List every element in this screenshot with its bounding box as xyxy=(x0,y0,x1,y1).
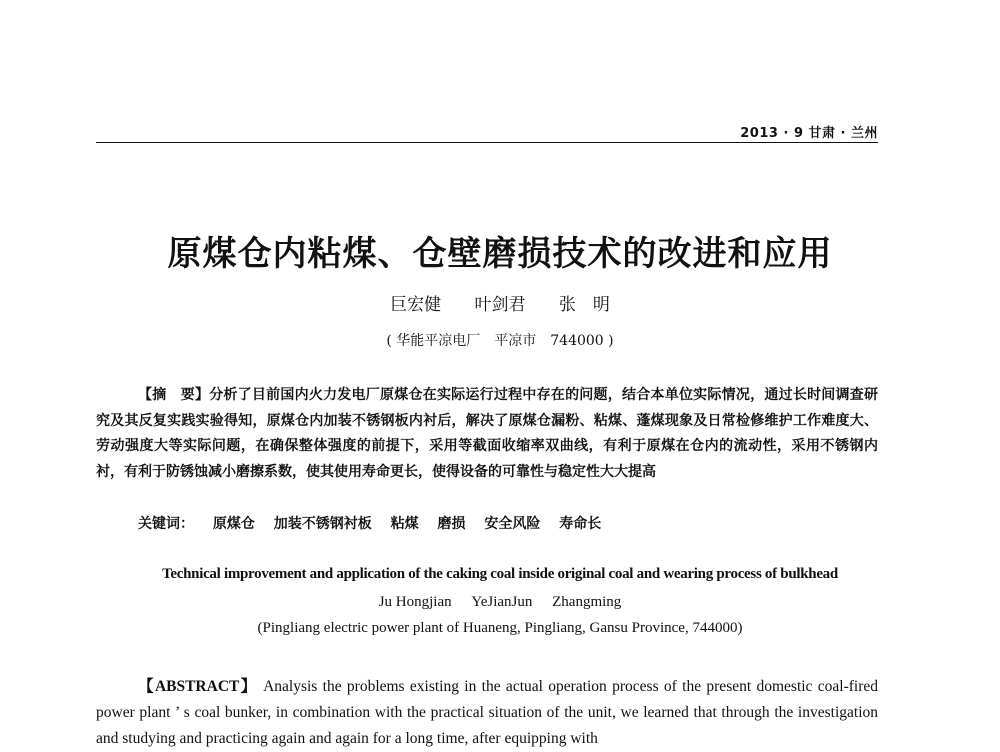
journal-info: 2013 · 9 甘肃 · 兰州 xyxy=(740,126,878,141)
keyword: 安全风险 xyxy=(484,516,541,532)
english-abstract-label: 【ABSTRACT】 xyxy=(138,678,258,695)
english-author: YeJianJun xyxy=(471,594,533,610)
author: 叶剑君 xyxy=(474,295,526,315)
english-title: Technical improvement and application of the caking coal inside original coal and wearing process of bulkhead xyxy=(162,566,838,582)
keywords xyxy=(138,513,615,533)
keyword: 粘煤 xyxy=(390,516,419,532)
keyword: 磨损 xyxy=(437,516,466,532)
english-affiliation: (Pingliang electric power plant of Huaneng, Pingliang, Gansu Province, 744000) xyxy=(257,620,743,636)
abstract-chinese xyxy=(96,383,878,485)
author: 张 明 xyxy=(558,295,610,315)
paper-title: 原煤仓内粘煤、仓壁磨损技术的改进和应用 xyxy=(167,234,833,274)
keywords-label: 关键词： xyxy=(138,516,194,532)
affiliation: ( 华能平凉电厂 平凉市 744000 ) xyxy=(386,333,614,349)
keyword: 原煤仓 xyxy=(212,516,255,532)
keyword: 加装不锈钢衬板 xyxy=(273,516,372,532)
english-author: Ju Hongjian xyxy=(378,594,452,610)
running-header xyxy=(96,118,878,144)
abstract-text: 分析了目前国内火力发电厂原煤仓在实际运行过程中存在的问题，结合本单位实际情况，通过长时间调查研究及其反复实践实验得知，原煤仓内加装不锈钢板内衬后，解决了原煤仓漏粉、粘煤、蓬煤现象及日常检修维护工作难度大、劳动强度大等实际问题，在确保整体强度的前提下，采用等截面收缩率双曲线，有利于原煤在仓内的流动性，采用不锈钢内衬，有利于防锈蚀减小磨擦系数，使其使用寿命更长，使得设备的可靠性与稳定性大大提高 xyxy=(96,387,879,480)
english-abstract-text: Analysis the problems existing in the actual operation process of the present domestic coal-fired power plant ’ s coal bunker, in combination with the practical situation of the unit, we learned that through the investigation and studying and practicing again and again for a long time, after equipping with xyxy=(96,678,878,747)
abstract-english xyxy=(96,674,878,752)
abstract-label: 【摘 要】 xyxy=(138,387,210,403)
author-list xyxy=(0,290,1000,315)
header-rule xyxy=(96,142,878,143)
keyword: 寿命长 xyxy=(559,516,602,532)
english-author-list xyxy=(0,594,1000,611)
english-author: Zhangming xyxy=(552,594,622,610)
author: 巨宏健 xyxy=(390,295,442,315)
